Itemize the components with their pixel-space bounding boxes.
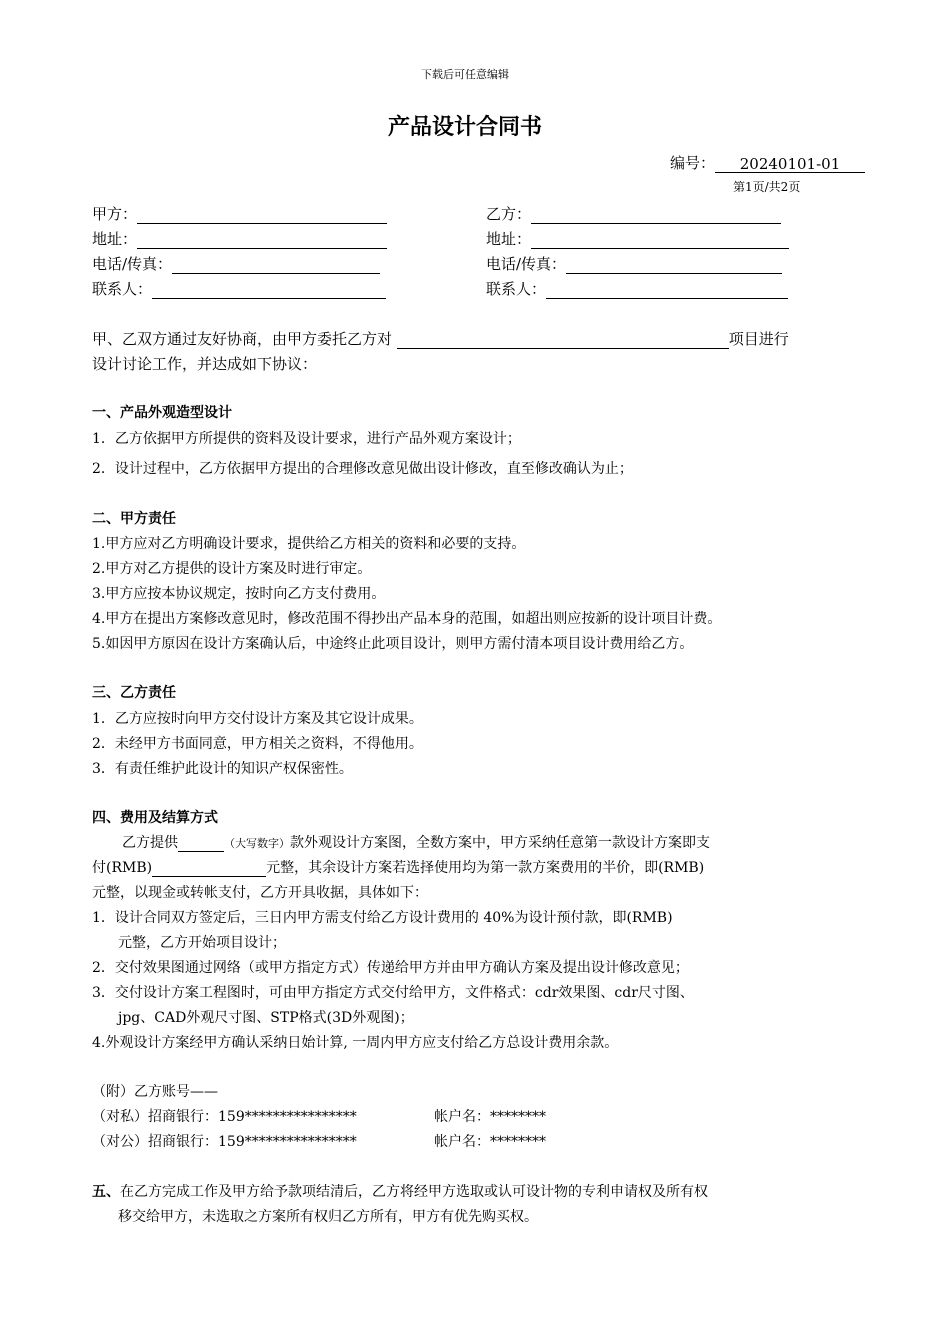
fee-amount-blank[interactable] bbox=[152, 860, 266, 877]
section-2-heading: 二、甲方责任 bbox=[92, 511, 176, 527]
section-3-heading: 三、乙方责任 bbox=[92, 685, 176, 701]
section-2-item: 3.甲方应按本协议规定，按时向乙方支付费用。 bbox=[92, 586, 386, 602]
party-a-phone-label: 电话/传真： bbox=[92, 255, 173, 273]
party-b-contact-label: 联系人： bbox=[486, 280, 547, 298]
party-b-address-field bbox=[486, 228, 789, 249]
party-b-name-blank[interactable] bbox=[531, 207, 781, 224]
party-b-name-label: 乙方： bbox=[486, 205, 532, 223]
project-name-blank[interactable] bbox=[397, 332, 729, 349]
party-b-phone-blank[interactable] bbox=[566, 257, 782, 274]
section-5-line-2: 移交给甲方，未选取之方案所有权归乙方所有，甲方有优先购买权。 bbox=[118, 1209, 538, 1225]
section-5-text: 在乙方完成工作及甲方给予款项结清后，乙方将经甲方选取或认可设计物的专利申请权及所有权 bbox=[120, 1184, 708, 1200]
section-1-item: 1．乙方依据甲方所提供的资料及设计要求，进行产品外观方案设计； bbox=[92, 431, 521, 447]
scheme-count-blank[interactable] bbox=[178, 835, 224, 852]
section-5-line-1 bbox=[92, 1181, 708, 1201]
party-a-phone-blank[interactable] bbox=[172, 257, 380, 274]
party-a-address-field bbox=[92, 228, 387, 249]
section-3-item: 2．未经甲方书面同意，甲方相关之资料，不得他用。 bbox=[92, 736, 423, 752]
section-4-paragraph-3: 元整，以现金或转帐支付，乙方开具收据，具体如下： bbox=[92, 885, 428, 901]
party-b-address-blank[interactable] bbox=[531, 232, 789, 249]
section-2-item: 5.如因甲方原因在设计方案确认后，中途终止此项目设计，则甲方需付清本项目设计费用给乙方。 bbox=[92, 636, 694, 652]
contract-number bbox=[670, 152, 865, 173]
intro-text-post: 项目进行 bbox=[728, 330, 789, 348]
section-4-item: 3．交付设计方案工程图时，可由甲方指定方式交付给甲方，文件格式：cdr效果图、cdr尺寸图、 bbox=[92, 985, 694, 1001]
account-private-name: 帐户名：******** bbox=[434, 1109, 546, 1125]
section-4-heading: 四、费用及结算方式 bbox=[92, 810, 218, 826]
contract-number-label: 编号： bbox=[670, 154, 716, 172]
header-note: 下载后可任意编辑 bbox=[421, 68, 509, 81]
account-heading: （附）乙方账号—— bbox=[92, 1084, 218, 1100]
party-a-contact-field bbox=[92, 278, 386, 299]
fee-text-rmb: 付(RMB) bbox=[92, 860, 153, 876]
section-4-item: 2．交付效果图通过网络（或甲方指定方式）传递给甲方并由甲方确认方案及提出设计修改意见； bbox=[92, 960, 689, 976]
party-a-name-field bbox=[92, 203, 387, 224]
intro-text-pre: 甲、乙双方通过友好协商，由甲方委托乙方对 bbox=[92, 330, 393, 348]
section-1-item: 2．设计过程中，乙方依据甲方提出的合理修改意见做出设计修改，直至修改确认为止； bbox=[92, 461, 633, 477]
section-5-number: 五、 bbox=[92, 1184, 120, 1200]
contract-number-value: 20240101-01 bbox=[715, 155, 865, 173]
party-a-contact-blank[interactable] bbox=[152, 282, 386, 299]
section-3-item: 1．乙方应按时向甲方交付设计方案及其它设计成果。 bbox=[92, 711, 423, 727]
party-a-address-blank[interactable] bbox=[137, 232, 387, 249]
section-2-item: 2.甲方对乙方提供的设计方案及时进行审定。 bbox=[92, 561, 372, 577]
fee-text-c: 款外观设计方案图，全数方案中，甲方采纳任意第一款设计方案即支 bbox=[290, 835, 710, 851]
section-4-paragraph-1 bbox=[122, 832, 710, 852]
party-b-contact-field bbox=[486, 278, 788, 299]
party-a-name-label: 甲方： bbox=[92, 205, 138, 223]
section-1-heading: 一、产品外观造型设计 bbox=[92, 405, 232, 421]
section-4-item: 4.外观设计方案经甲方确认采纳日始计算, 一周内甲方应支付给乙方总设计费用余款。 bbox=[92, 1035, 619, 1051]
section-4-item: 1．设计合同双方签定后，三日内甲方需支付给乙方设计费用的 40%为设计预付款，即(RMB) bbox=[92, 910, 673, 926]
party-a-name-blank[interactable] bbox=[137, 207, 387, 224]
page-info: 第1页/共2页 bbox=[733, 180, 801, 194]
account-public-name: 帐户名：******** bbox=[434, 1134, 546, 1150]
section-2-item: 4.甲方在提出方案修改意见时，修改范围不得抄出产品本身的范围，如超出则应按新的设计项目计费。 bbox=[92, 611, 722, 627]
account-private-bank: （对私）招商银行：159**************** bbox=[92, 1109, 357, 1125]
party-b-name-field bbox=[486, 203, 781, 224]
intro-line-1 bbox=[92, 328, 789, 349]
section-2-item: 1.甲方应对乙方明确设计要求，提供给乙方相关的资料和必要的支持。 bbox=[92, 536, 526, 552]
party-b-address-label: 地址： bbox=[486, 230, 532, 248]
party-b-contact-blank[interactable] bbox=[546, 282, 788, 299]
fee-text-b: 元整，其余设计方案若选择使用均为第一款方案费用的半价，即(RMB) bbox=[266, 860, 705, 876]
account-public-bank: （对公）招商银行：159**************** bbox=[92, 1134, 357, 1150]
intro-line-2: 设计讨论工作，并达成如下协议： bbox=[92, 355, 318, 373]
section-4-paragraph-2 bbox=[92, 857, 704, 877]
section-4-item-cont: jpg、CAD外观尺寸图、STP格式(3D外观图)； bbox=[118, 1010, 414, 1026]
party-a-phone-field bbox=[92, 253, 380, 274]
section-3-item: 3．有责任维护此设计的知识产权保密性。 bbox=[92, 761, 353, 777]
fee-text-a: 乙方提供 bbox=[122, 835, 178, 851]
document-title: 产品设计合同书 bbox=[387, 115, 542, 140]
section-4-item-cont: 元整，乙方开始项目设计； bbox=[118, 935, 286, 951]
party-a-contact-label: 联系人： bbox=[92, 280, 153, 298]
fee-hint: （大写数字） bbox=[224, 837, 290, 850]
party-b-phone-field bbox=[486, 253, 782, 274]
party-b-phone-label: 电话/传真： bbox=[486, 255, 567, 273]
party-a-address-label: 地址： bbox=[92, 230, 138, 248]
